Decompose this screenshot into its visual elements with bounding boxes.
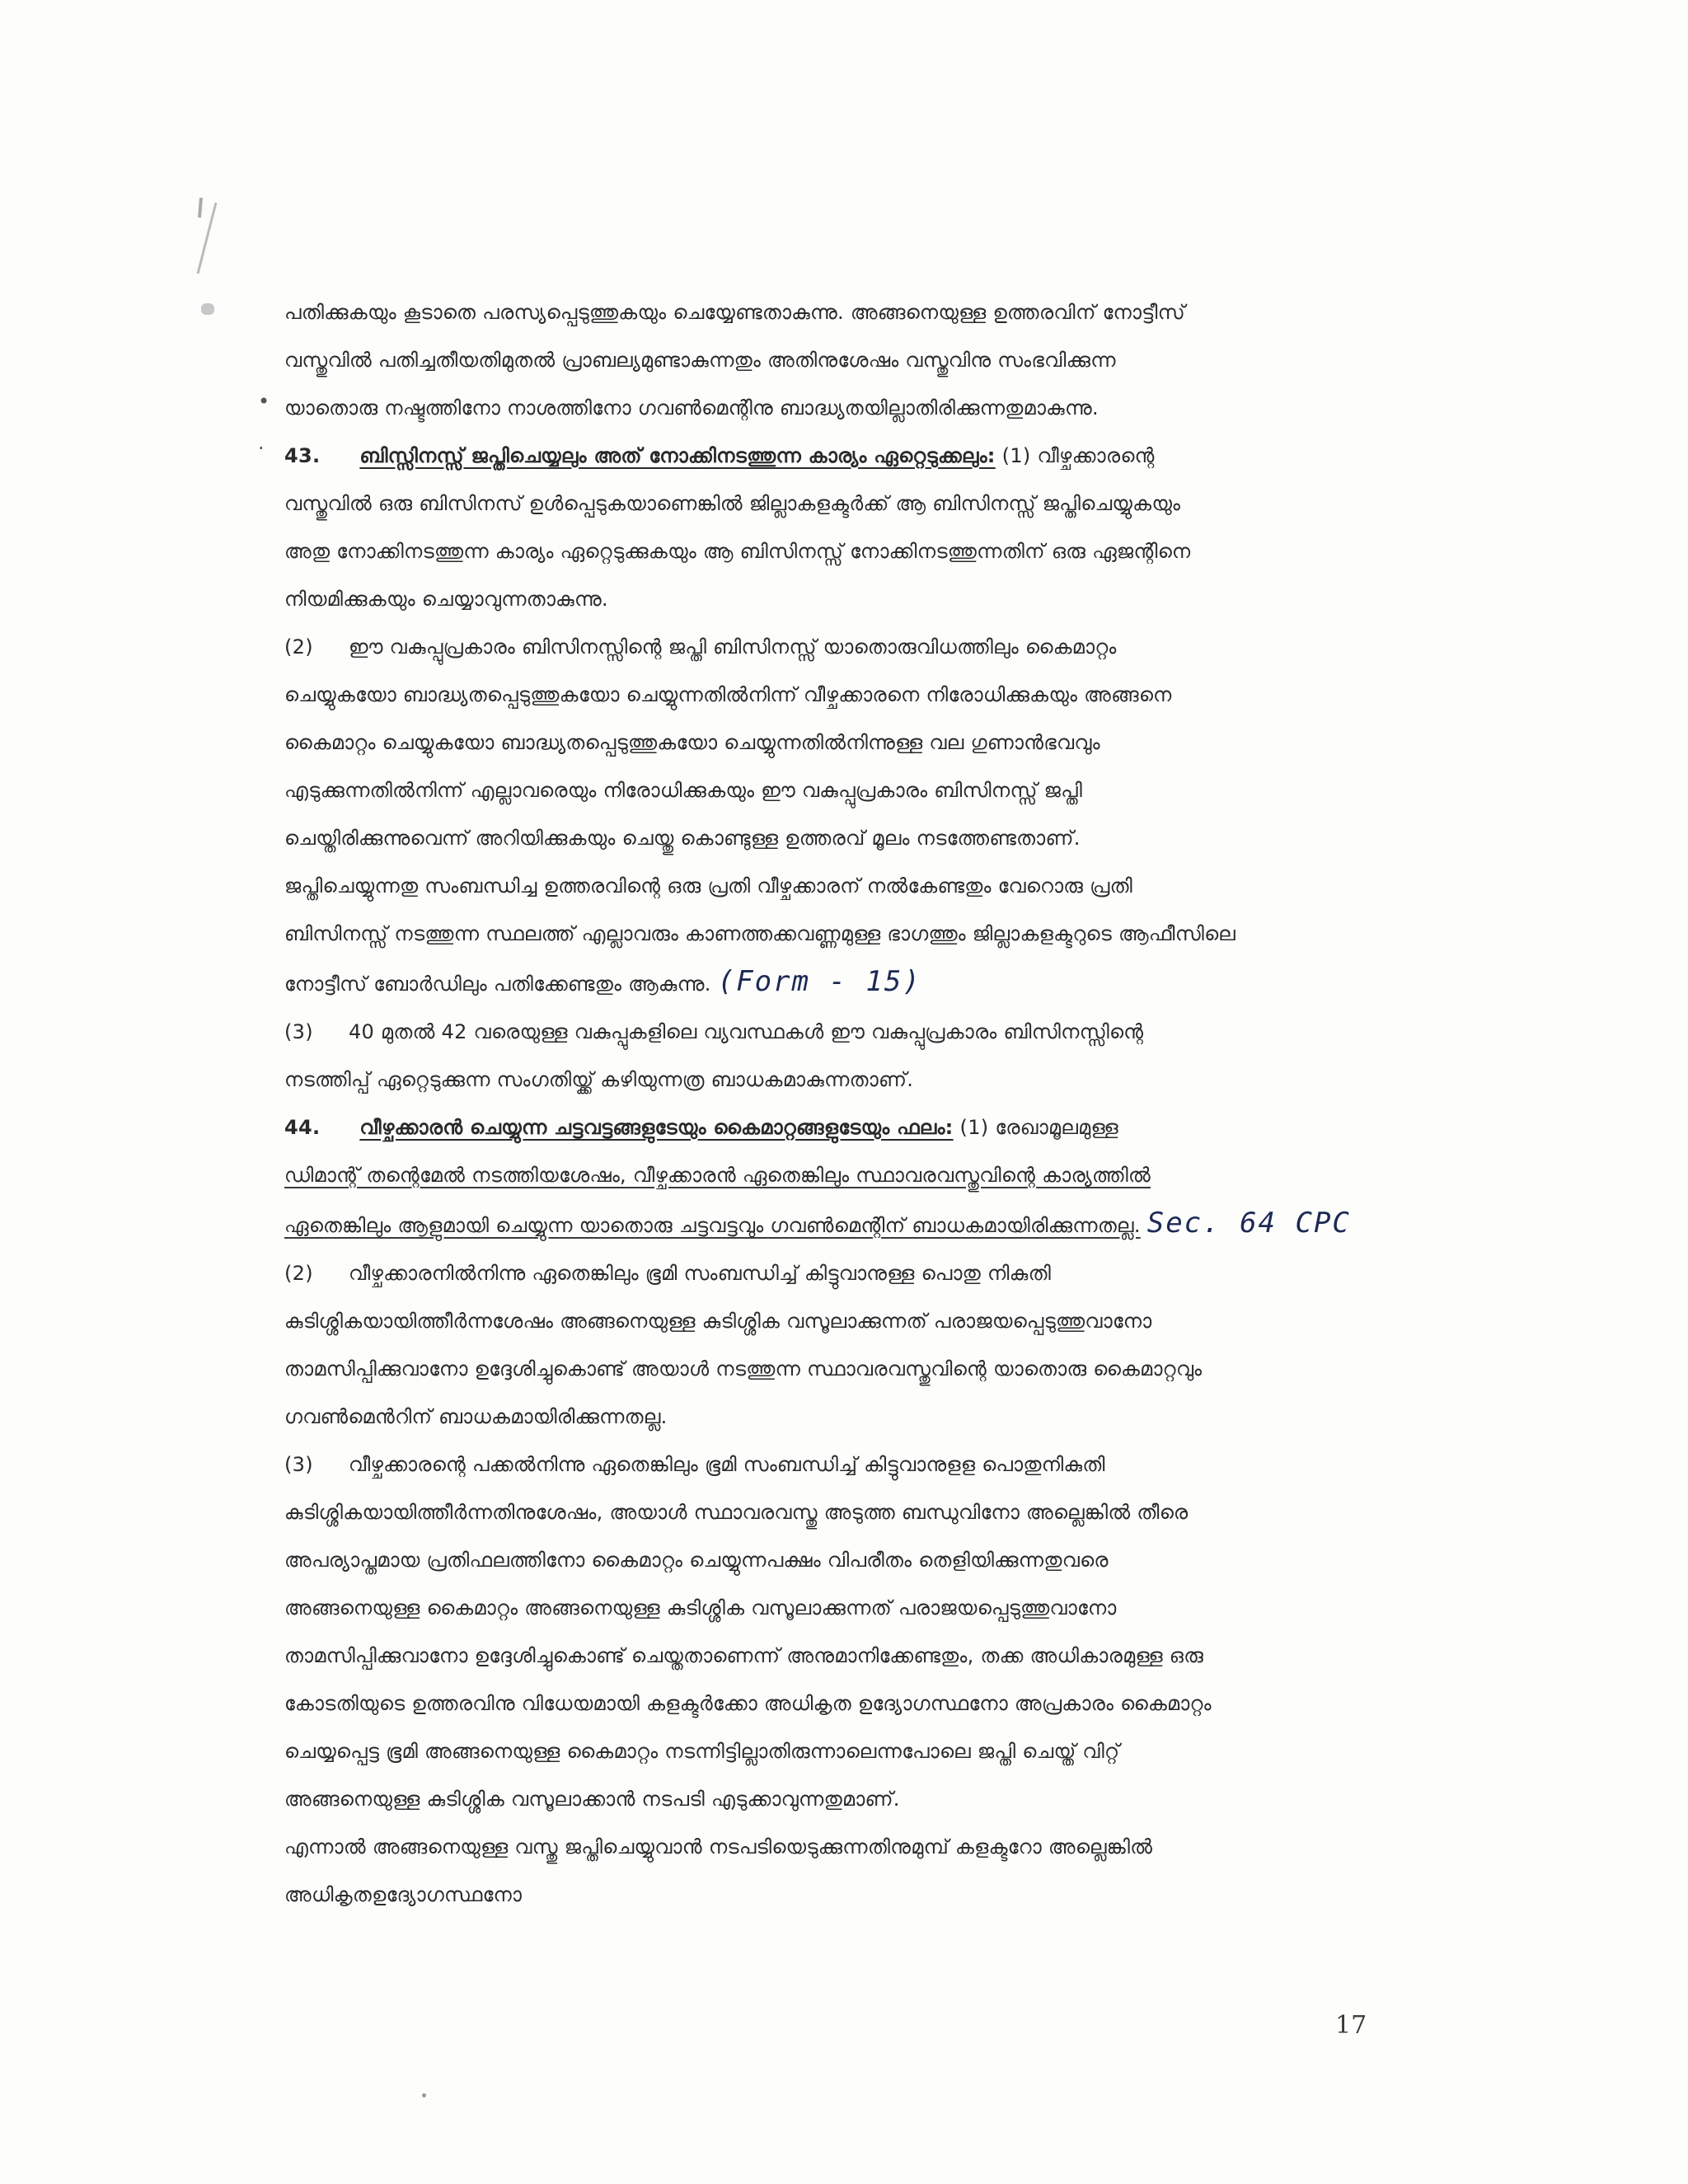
text-line: (1) വീഴ്ചക്കാരന്റെ [1001,444,1155,467]
section-44-sub-3 [284,1441,1372,1823]
text-line: അതു നോക്കിനടത്തുന്ന കാര്യം ഏറ്റെടുക്കുകയും ആ ബിസിനസ്സ് നോക്കിനടത്തുന്നതിന് ഒരു ഏജന്റിനെ [284,540,1191,563]
section-43-sub-2 [284,623,1372,1008]
section-number: 43. [284,444,321,467]
section-title: ബിസ്സിനസ്സ് ജപ്തിചെയ്യലും അത് നോക്കിനടത്തുന്ന കാര്യം ഏറ്റെടുക്കലും: [359,444,996,467]
text-line: ഡിമാന്റ് തന്റെമേൽ നടത്തിയശേഷം, വീഴ്ചക്കാരൻ ഏതെങ്കിലും സ്ഥാവരവസ്തുവിന്റെ കാര്യത്തിൽ [284,1164,1151,1187]
section-number: 44. [284,1116,321,1139]
text-line: ഈ വകുപ്പുപ്രകാരം ബിസിനസ്സിന്റെ ജപ്തി ബിസിനസ്സ് യാതൊരുവിധത്തിലും കൈമാറ്റം [348,635,1117,658]
text-line: യാതൊരു നഷ്ടത്തിനോ നാശത്തിനോ ഗവൺമെന്റിനു ബാദ്ധ്യതയില്ലാതിരിക്കുന്നതുമാകുന്നു. [284,396,1099,419]
text-line: നോട്ടീസ് ബോർഡിലും പതിക്കേണ്ടതും ആകുന്നു. [284,972,711,996]
pen-stroke-mark [195,194,219,277]
section-43 [284,432,1372,623]
text-line: വസ്തുവിൽ പതിച്ചതീയതിമുതൽ പ്രാബല്യമുണ്ടാകുന്നതും അതിനുശേഷം വസ്തുവിനു സംഭവിക്കുന്ന [284,349,1116,372]
scan-speck [422,2093,426,2097]
text-line: അപര്യാപ്തമായ പ്രതിഫലത്തിനോ കൈമാറ്റം ചെയ്യുന്നപക്ഷം വിപരീതം തെളിയിക്കുന്നതുവരെ [284,1549,1109,1572]
handwritten-annotation: Sec. 64 CPC [1146,1207,1351,1240]
text-line: അധികൃതഉദ്യോഗസ്ഥനോ [284,1883,523,1906]
text-line: ജപ്തിചെയ്യുന്നതു സംബന്ധിച്ച ഉത്തരവിന്റെ ഒരു പ്രതി വീഴ്ചക്കാരന് നൽകേണ്ടതും വേറൊരു പ്രതി [284,874,1133,898]
handwritten-annotation: (Form - 15) [717,965,921,998]
margin-bullet: · [258,437,265,460]
text-line: പതിക്കുകയും കൂടാതെ പരസ്യപ്പെടുത്തുകയും ചെയ്യേണ്ടതാകുന്നു. അങ്ങനെയുള്ള ഉത്തരവിന് നോട്ടീസ് [284,301,1185,324]
text-line: അങ്ങനെയുള്ള കുടിശ്ശിക വസൂലാക്കാൻ നടപടി എടുക്കാവുന്നതുമാണ്. [284,1788,900,1811]
text-line: വീഴ്ചക്കാരനിൽനിന്നു ഏതെങ്കിലും ഭൂമി സംബന്ധിച്ച് കിട്ടുവാനുള്ള പൊതു നികുതി [348,1262,1052,1285]
document-body [284,288,1372,1919]
text-line: 40 മുതൽ 42 വരെയുള്ള വകുപ്പുകളിലെ വ്യവസ്ഥകൾ ഈ വകുപ്പുപ്രകാരം ബിസിനസ്സിന്റെ [348,1020,1144,1043]
text-line: ബിസിനസ്സ് നടത്തുന്ന സ്ഥലത്ത് എല്ലാവരും കാണത്തക്കവണ്ണമുള്ള ഭാഗത്തും ജില്ലാകളക്ടറുടെ ആഫീസിലെ [284,922,1236,945]
paragraph-proviso [284,1823,1372,1919]
text-line: കൈമാറ്റം ചെയ്യുകയോ ബാദ്ധ്യതപ്പെടുത്തുകയോ ചെയ്യുന്നതിൽനിന്നുള്ള വല ഗുണാൻഭവവും [284,731,1100,754]
text-line: കോടതിയുടെ ഉത്തരവിനു വിധേയമായി കളക്ടർക്കോ അധികൃത ഉദ്യോഗസ്ഥനോ അപ്രകാരം കൈമാറ്റം [284,1692,1212,1715]
text-line: താമസിപ്പിക്കുവാനോ ഉദ്ദേശിച്ചുകൊണ്ട് അയാൾ നടത്തുന്ന സ്ഥാവരവസ്തുവിന്റെ യാതൊരു കൈമാറ്റവും [284,1357,1203,1380]
text-line: ചെയ്തിരിക്കുന്നുവെന്ന് അറിയിക്കുകയും ചെയ്തു കൊണ്ടുള്ള ഉത്തരവ് മൂലം നടത്തേണ്ടതാണ്. [284,827,1081,850]
text-line: (1) രേഖാമൂലമുള്ള [959,1116,1118,1139]
text-line: വസ്തുവിൽ ഒരു ബിസിനസ് ഉൾപ്പെടുകയാണെങ്കിൽ ജില്ലാകളക്ടർക്ക് ആ ബിസിനസ്സ് ജപ്തിചെയ്യുകയും [284,492,1181,515]
text-line: എന്നാൽ അങ്ങനെയുള്ള വസ്തു ജപ്തിചെയ്യുവാൻ നടപടിയെടുക്കുന്നതിനുമുമ്പ് കളക്ടറോ അല്ലെങ്കിൽ [284,1835,1153,1858]
text-line: ഗവൺമെൻറിന് ബാധകമായിരിക്കുന്നതല്ല. [284,1405,668,1428]
subsection-number: (2) [284,1262,313,1285]
text-line: വീഴ്ചക്കാരന്റെ പക്കൽനിന്നു ഏതെങ്കിലും ഭൂമി സംബന്ധിച്ച് കിട്ടുവാനുളള പൊതുനികുതി [348,1453,1105,1476]
margin-bullet: • [258,390,270,413]
text-line: നടത്തിപ്പ് ഏറ്റെടുക്കുന്ന സംഗതിയ്ക്ക് കഴിയുന്നത്ര ബാധകമാകുന്നതാണ്. [284,1068,914,1091]
text-line: ചെയ്യുകയോ ബാദ്ധ്യതപ്പെടുത്തുകയോ ചെയ്യുന്നതിൽനിന്ന് വീഴ്ചക്കാരനെ നിരോധിക്കുകയും അങ്ങനെ [284,683,1172,706]
scan-speck [201,303,214,315]
subsection-number: (3) [284,1020,313,1043]
page-number: 17 [1335,2011,1367,2040]
text-line: ഏതെങ്കിലും ആളുമായി ചെയ്യുന്ന യാതൊരു ചട്ടവട്ടവും ഗവൺമെന്റിന് ബാധകമായിരിക്കുന്നതല്ല. [284,1214,1141,1237]
subsection-number: (3) [284,1453,313,1476]
section-44 [284,1104,1372,1249]
text-line: നിയമിക്കുകയും ചെയ്യാവുന്നതാകുന്നു. [284,588,608,611]
text-line: ചെയ്യപ്പെട്ട ഭൂമി അങ്ങനെയുള്ള കൈമാറ്റം നടന്നിട്ടില്ലാതിരുന്നാലെന്നപോലെ ജപ്തി ചെയ്ത് വിറ്റ് [284,1740,1120,1763]
section-44-sub-2 [284,1249,1372,1441]
text-line: കുടിശ്ശികയായിത്തീർന്നശേഷം അങ്ങനെയുള്ള കുടിശ്ശിക വസൂലാക്കുന്നത് പരാജയപ്പെടുത്തുവാനോ [284,1310,1152,1333]
section-title: വീഴ്ചക്കാരൻ ചെയ്യുന്ന ചട്ടവട്ടങ്ങളുടേയും കൈമാറ്റങ്ങളുടേയും ഫലം: [359,1116,954,1139]
text-line: താമസിപ്പിക്കുവാനോ ഉദ്ദേശിച്ചുകൊണ്ട് ചെയ്തതാണെന്ന് അനുമാനിക്കേണ്ടതും, തക്ക അധികാരമുള്ള ഒരു [284,1644,1204,1667]
text-line: എടുക്കുന്നതിൽനിന്ന് എല്ലാവരെയും നിരോധിക്കുകയും ഈ വകുപ്പുപ്രകാരം ബിസിനസ്സ് ജപ്തി [284,779,1083,802]
subsection-number: (2) [284,635,313,658]
text-line: കുടിശ്ശികയായിത്തീർന്നതിനുശേഷം, അയാൾ സ്ഥാവരവസ്തു അടുത്ത ബന്ധുവിനോ അല്ലെങ്കിൽ തീരെ [284,1501,1189,1524]
section-43-sub-3 [284,1008,1372,1104]
paragraph-intro [284,288,1372,432]
text-line: അങ്ങനെയുള്ള കൈമാറ്റം അങ്ങനെയുള്ള കുടിശ്ശിക വസൂലാക്കുന്നത് പരാജയപ്പെടുത്തുവാനോ [284,1596,1117,1619]
